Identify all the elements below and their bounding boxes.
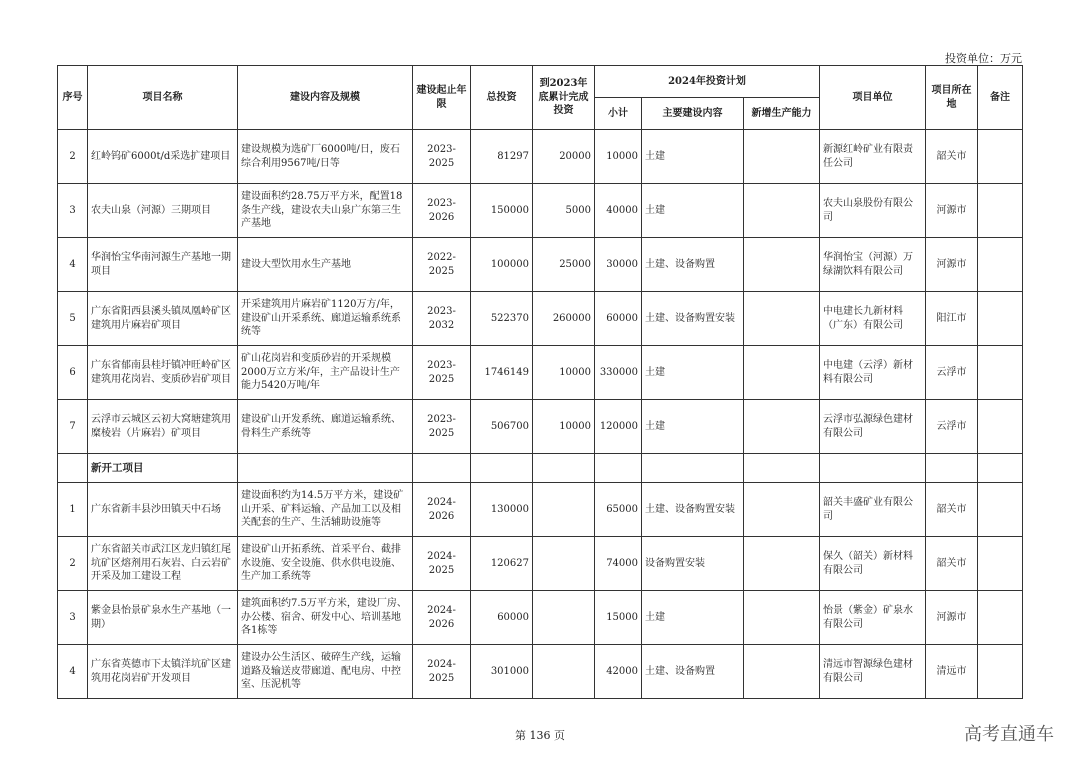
cell-total: 60000 (471, 591, 533, 645)
cell-done: 260000 (533, 292, 595, 346)
cell-name: 华润怡宝华南河源生产基地一期项目 (88, 238, 238, 292)
cell-location: 河源市 (926, 184, 978, 238)
cell-unit: 清远市智源绿色建材有限公司 (820, 645, 926, 699)
cell-content: 矿山花岗岩和变质砂岩的开采规模2000万立方米/年，主产品设计生产能力5420万吨/年 (238, 346, 413, 400)
cell-seq: 5 (58, 292, 88, 346)
table-row (58, 537, 1023, 591)
cell-subtotal: 60000 (595, 292, 642, 346)
cell-total: 150000 (471, 184, 533, 238)
cell-main-content: 土建 (642, 130, 744, 184)
header-content: 建设内容及规模 (238, 66, 413, 130)
cell-total: 100000 (471, 238, 533, 292)
cell-note (978, 591, 1023, 645)
cell-location: 韶关市 (926, 483, 978, 537)
cell-name: 广东省郁南县桂圩镇冲旺岭矿区建筑用花岗岩、变质砂岩矿项目 (88, 346, 238, 400)
cell-subtotal: 42000 (595, 645, 642, 699)
header-unit: 项目单位 (820, 66, 926, 130)
cell-location: 韶关市 (926, 537, 978, 591)
cell-seq: 7 (58, 400, 88, 454)
cell-location: 韶关市 (926, 130, 978, 184)
cell-note (978, 238, 1023, 292)
cell-done: 25000 (533, 238, 595, 292)
header-note: 备注 (978, 66, 1023, 130)
table-row (58, 238, 1023, 292)
cell-years: 2024-2026 (413, 591, 471, 645)
cell-note (978, 184, 1023, 238)
cell-subtotal: 40000 (595, 184, 642, 238)
cell-seq: 1 (58, 483, 88, 537)
cell-name: 广东省新丰县沙田镇天中石场 (88, 483, 238, 537)
header-plan-2024: 2024年投资计划 (595, 66, 820, 98)
cell-name: 农夫山泉（河源）三期项目 (88, 184, 238, 238)
cell-name: 紫金县怡景矿泉水生产基地（一期） (88, 591, 238, 645)
cell-main-content: 土建 (642, 591, 744, 645)
cell-years: 2024-2026 (413, 483, 471, 537)
cell-new-capacity (744, 591, 820, 645)
cell-main-content: 土建 (642, 400, 744, 454)
cell-note (978, 346, 1023, 400)
investment-unit-label: 投资单位：万元 (945, 52, 1022, 65)
cell-content: 建设面积约28.75万平方米，配置18条生产线，建设农夫山泉广东第三生产基地 (238, 184, 413, 238)
cell-subtotal: 65000 (595, 483, 642, 537)
cell-seq: 4 (58, 645, 88, 699)
cell-new-capacity (744, 483, 820, 537)
cell-main-content: 土建、设备购置安装 (642, 483, 744, 537)
header-years: 建设起止年限 (413, 66, 471, 130)
cell-location: 河源市 (926, 238, 978, 292)
table-row (58, 483, 1023, 537)
cell-total: 506700 (471, 400, 533, 454)
cell-subtotal: 30000 (595, 238, 642, 292)
cell-done: 5000 (533, 184, 595, 238)
cell-note (978, 537, 1023, 591)
cell-name: 红岭钨矿6000t/d采选扩建项目 (88, 130, 238, 184)
table-row (58, 292, 1023, 346)
cell-content: 建设面积约为14.5万平方米，建设矿山开采、矿料运输、产品加工以及相关配套的生产、生活辅助设施等 (238, 483, 413, 537)
header-new-capacity: 新增生产能力 (744, 98, 820, 130)
cell-subtotal: 330000 (595, 346, 642, 400)
cell-subtotal: 120000 (595, 400, 642, 454)
cell-note (978, 400, 1023, 454)
cell-seq: 6 (58, 346, 88, 400)
cell-location: 阳江市 (926, 292, 978, 346)
cell-unit: 华润怡宝（河源）万绿湖饮料有限公司 (820, 238, 926, 292)
table-row (58, 400, 1023, 454)
cell-main-content: 土建 (642, 184, 744, 238)
cell-content: 建设规模为选矿厂6000吨/日，废石综合利用9567吨/日等 (238, 130, 413, 184)
cell-years: 2022-2025 (413, 238, 471, 292)
section-new-projects (58, 454, 1023, 483)
header-main-content: 主要建设内容 (642, 98, 744, 130)
cell-done: 10000 (533, 346, 595, 400)
continuing-projects (58, 130, 1023, 454)
cell-seq: 4 (58, 238, 88, 292)
cell-new-capacity (744, 400, 820, 454)
cell-new-capacity (744, 238, 820, 292)
cell-done: 20000 (533, 130, 595, 184)
header-done-2023: 到2023年底累计完成投资 (533, 66, 595, 130)
cell-unit: 中电建（云浮）新材料有限公司 (820, 346, 926, 400)
cell-years: 2023-2025 (413, 400, 471, 454)
cell-name: 广东省阳西县溪头镇凤凰岭矿区建筑用片麻岩矿项目 (88, 292, 238, 346)
cell-location: 清远市 (926, 645, 978, 699)
table-row (58, 184, 1023, 238)
investment-plan-table (57, 65, 1023, 699)
table-row (58, 346, 1023, 400)
cell-new-capacity (744, 130, 820, 184)
cell-years: 2024-2025 (413, 537, 471, 591)
cell-content: 开采建筑用片麻岩矿1120万方/年，建设矿山开采系统、廊道运输系统系统等 (238, 292, 413, 346)
cell-unit: 韶关丰盛矿业有限公司 (820, 483, 926, 537)
cell-done (533, 537, 595, 591)
cell-name: 广东省韶关市武江区龙归镇红尾坑矿区熔剂用石灰岩、白云岩矿开采及加工建设工程 (88, 537, 238, 591)
cell-unit: 保久（韶关）新材料有限公司 (820, 537, 926, 591)
cell-done (533, 591, 595, 645)
cell-main-content: 土建 (642, 346, 744, 400)
cell-note (978, 645, 1023, 699)
cell-new-capacity (744, 645, 820, 699)
cell-name: 云浮市云城区云初大窝塘建筑用糜棱岩（片麻岩）矿项目 (88, 400, 238, 454)
cell-new-capacity (744, 346, 820, 400)
header-seq: 序号 (58, 66, 88, 130)
new-projects (58, 483, 1023, 699)
cell-unit: 怡景（紫金）矿泉水有限公司 (820, 591, 926, 645)
cell-total: 120627 (471, 537, 533, 591)
cell-main-content: 设备购置安装 (642, 537, 744, 591)
header-total: 总投资 (471, 66, 533, 130)
cell-note (978, 483, 1023, 537)
header-location: 项目所在地 (926, 66, 978, 130)
cell-note (978, 130, 1023, 184)
cell-done (533, 645, 595, 699)
cell-unit: 农夫山泉股份有限公司 (820, 184, 926, 238)
header-name: 项目名称 (88, 66, 238, 130)
cell-seq: 3 (58, 591, 88, 645)
cell-unit: 云浮市弘源绿色建材有限公司 (820, 400, 926, 454)
cell-content: 建筑面积约7.5万平方米，建设厂房、办公楼、宿舍、研发中心、培训基地各1栋等 (238, 591, 413, 645)
cell-seq: 2 (58, 130, 88, 184)
cell-total: 130000 (471, 483, 533, 537)
cell-total: 301000 (471, 645, 533, 699)
cell-done: 10000 (533, 400, 595, 454)
cell-new-capacity (744, 292, 820, 346)
table-row (58, 591, 1023, 645)
cell-new-capacity (744, 537, 820, 591)
cell-total: 522370 (471, 292, 533, 346)
cell-years: 2023-2026 (413, 184, 471, 238)
cell-subtotal: 15000 (595, 591, 642, 645)
cell-location: 云浮市 (926, 400, 978, 454)
table-row (58, 645, 1023, 699)
cell-seq: 2 (58, 537, 88, 591)
cell-main-content: 土建、设备购置 (642, 238, 744, 292)
cell-seq: 3 (58, 184, 88, 238)
cell-years: 2023-2025 (413, 346, 471, 400)
page-number: 第 136 页 (515, 729, 565, 742)
cell-main-content: 土建、设备购置 (642, 645, 744, 699)
cell-total: 81297 (471, 130, 533, 184)
cell-name: 广东省英德市下太镇洋坑矿区建筑用花岗岩矿开发项目 (88, 645, 238, 699)
cell-done (533, 483, 595, 537)
cell-unit: 中电建长九新材料（广东）有限公司 (820, 292, 926, 346)
cell-years: 2024-2025 (413, 645, 471, 699)
cell-subtotal: 10000 (595, 130, 642, 184)
cell-years: 2023-2025 (413, 130, 471, 184)
cell-content: 建设办公生活区、破碎生产线，运输道路及输送皮带廊道、配电房、中控室、压泥机等 (238, 645, 413, 699)
header-subtotal: 小计 (595, 98, 642, 130)
cell-content: 建设大型饮用水生产基地 (238, 238, 413, 292)
section-title: 新开工项目 (88, 454, 238, 483)
cell-content: 建设矿山开拓系统、首采平台、截排水设施、安全设施、供水供电设施、生产加工系统等 (238, 537, 413, 591)
watermark: 高考直通车 (964, 724, 1054, 745)
cell-main-content: 土建、设备购置安装 (642, 292, 744, 346)
cell-subtotal: 74000 (595, 537, 642, 591)
cell-new-capacity (744, 184, 820, 238)
table-row (58, 130, 1023, 184)
cell-unit: 新源红岭矿业有限责任公司 (820, 130, 926, 184)
cell-location: 云浮市 (926, 346, 978, 400)
cell-years: 2023-2032 (413, 292, 471, 346)
cell-note (978, 292, 1023, 346)
cell-location: 河源市 (926, 591, 978, 645)
cell-content: 建设矿山开发系统、廊道运输系统、骨料生产系统等 (238, 400, 413, 454)
cell-total: 1746149 (471, 346, 533, 400)
